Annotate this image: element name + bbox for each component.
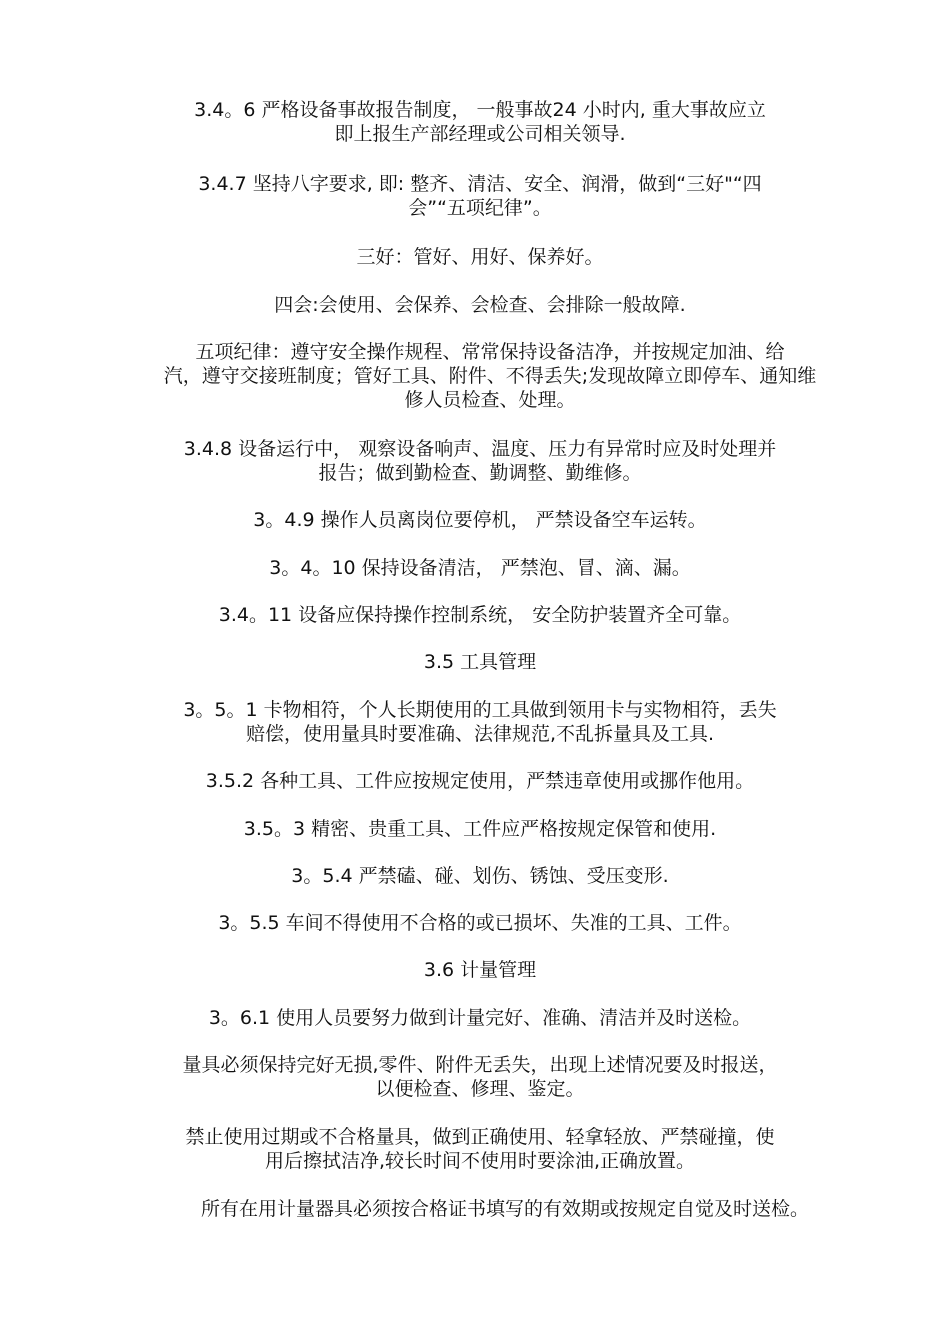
gauge-inspection-rule: 所有在用计量器具必须按合格证书填写的有效期或按规定自觉及时送检。 (200, 1198, 809, 1220)
clause-3-5-1: 3。5。1 卡物相符，个人长期使用的工具做到领用卡与实物相符，丢失 赔偿，使用量具时要准确、法律规范,不乱拆量具及工具. (183, 699, 777, 745)
clause-3-4-9: 3。4.9 操作人员离岗位要停机， 严禁设备空车运转。 (253, 509, 707, 531)
clause-3-4-7: 3.4.7 坚持八字要求, 即: 整齐、清洁、安全、润滑，做到“三好"“四 会”“五项纪律”。 (198, 173, 762, 219)
clause-3-6-1: 3。6.1 使用人员要努力做到计量完好、准确、清洁并及时送检。 (208, 1007, 752, 1029)
gauge-usage-prohibition: 禁止使用过期或不合格量具，做到正确使用、轻拿轻放、严禁碰撞，使 用后擦拭洁净,较长时间不使用时要涂油,正确放置。 (185, 1126, 775, 1172)
clause-3-5-4: 3。5.4 严禁磕、碰、划伤、锈蚀、受压变形. (291, 865, 669, 887)
gauge-maintenance: 量具必须保持完好无损,零件、附件无丢失，出现上述情况要及时报送， 以便检查、修理、鉴定。 (182, 1054, 778, 1100)
clause-3-4-10: 3。4。10 保持设备清洁， 严禁泡、冒、滴、漏。 (269, 557, 691, 579)
three-goods: 三好：管好、用好、保养好。 (356, 246, 604, 268)
clause-3-5-3: 3.5。3 精密、贵重工具、工件应严格按规定保管和使用. (243, 818, 717, 840)
five-disciplines: 五项纪律：遵守安全操作规程、常常保持设备洁净，并按规定加油、给 汽，遵守交接班制度；管好工具、附件、不得丢失;发现故障立即停车、通知维 修人员检查、处理。 (163, 341, 817, 411)
clause-3-4-11: 3.4。11 设备应保持操作控制系统， 安全防护装置齐全可靠。 (218, 604, 742, 626)
four-abilities: 四会:会使用、会保养、会检查、会排除一般故障. (274, 294, 686, 316)
clause-3-5-5: 3。5.5 车间不得使用不合格的或已损坏、失准的工具、工件。 (218, 912, 742, 934)
clause-3-5-2: 3.5.2 各种工具、工件应按规定使用，严禁违章使用或挪作他用。 (205, 770, 755, 792)
section-heading-3-5: 3.5 工具管理 (423, 651, 537, 673)
section-heading-3-6: 3.6 计量管理 (423, 959, 537, 981)
clause-3-4-8: 3.4.8 设备运行中， 观察设备响声、温度、压力有异常时应及时处理并 报告；做到勤检查、勤调整、勤维修。 (183, 438, 777, 484)
clause-3-4-6: 3.4。6 严格设备事故报告制度， 一般事故24 小时内, 重大事故应立 即上报生产部经理或公司相关领导. (194, 99, 766, 145)
